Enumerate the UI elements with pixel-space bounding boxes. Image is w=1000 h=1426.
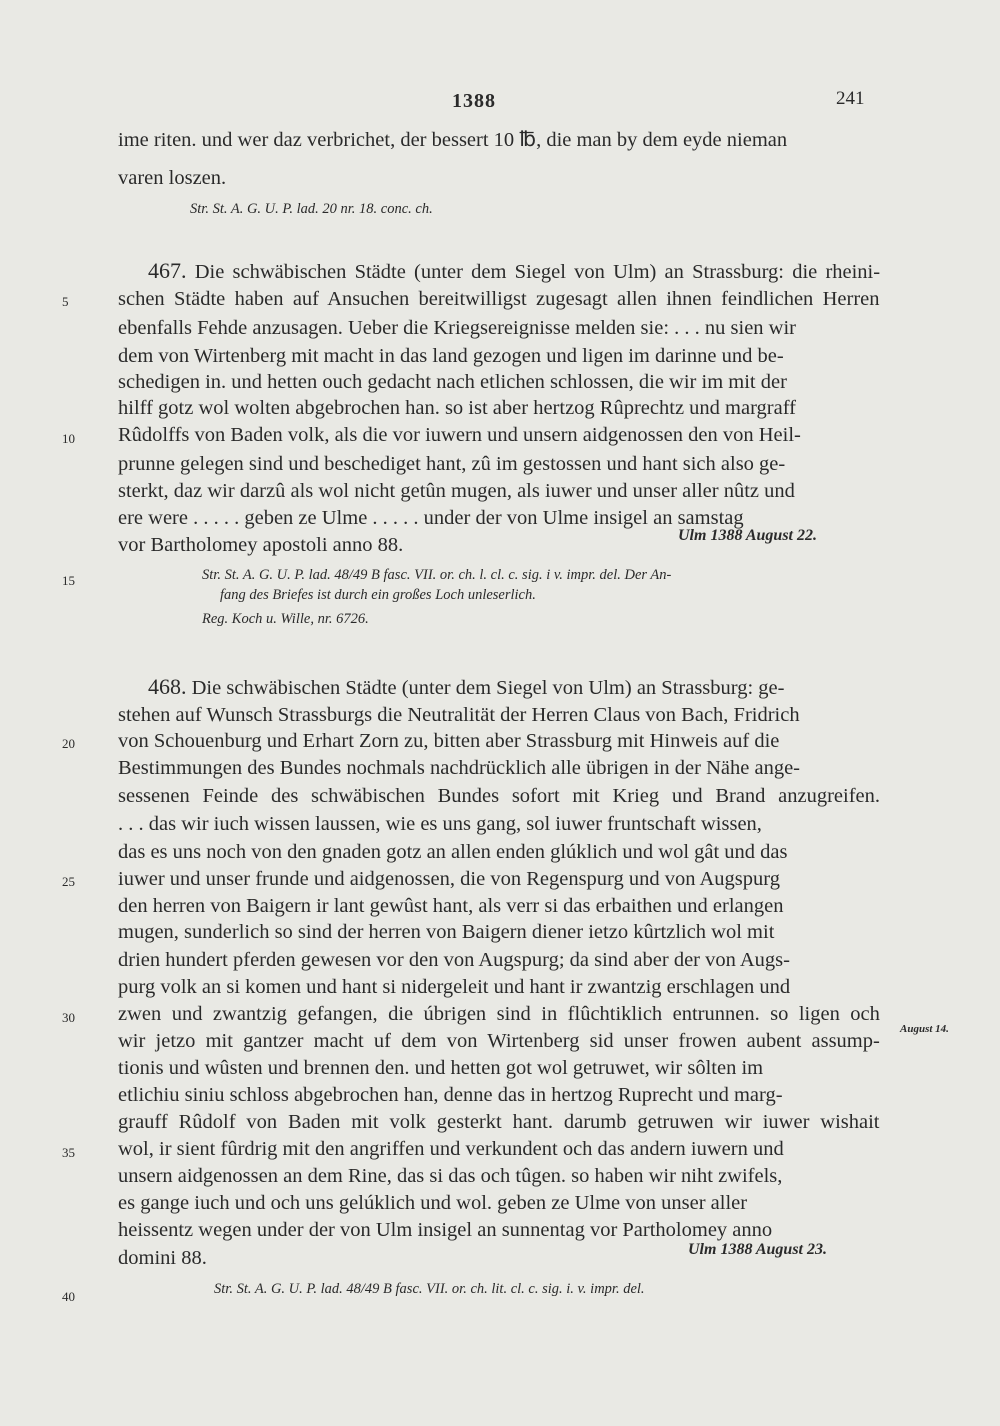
line-number: 15 — [62, 573, 75, 588]
margin-date-note: August 14. — [900, 1023, 949, 1035]
text-line: den herren von Baigern ir lant gewûst hant, als verr si das erbaithen und erlangen — [118, 895, 784, 917]
text-line: unsern aidgenossen an dem Rine, das si das och tûgen. so haben wir niht zwifels, — [118, 1165, 783, 1187]
entry-467-first-line: 467. Die schwäbischen Städte (unter dem Siegel von Ulm) an Strassburg: die rheini- — [148, 258, 881, 283]
text-line: wol, ir sient fûrdrig mit den angriffen und verkundent och das andern iuwern und — [118, 1138, 784, 1160]
text-line: ime riten. und wer daz verbrichet, der bessert 10 ℔, die man by dem eyde nieman — [118, 129, 788, 151]
text-line: grauff Rûdolf von Baden mit volk gesterkt hant. darumb getruwen wir iuwer wishait — [118, 1111, 880, 1133]
text-line: hilff gotz wol wolten abgebrochen han. so ist aber hertzog Rûprechtz und margraff — [118, 397, 797, 419]
text-line: etlichiu siniu schloss abgebrochen han, denne das in hertzog Ruprecht und marg- — [118, 1084, 783, 1106]
page-number: 241 — [836, 88, 865, 109]
entry-number: 468. — [148, 674, 187, 699]
line-number: 20 — [62, 736, 75, 751]
text-line: dem von Wirtenberg mit macht in das land gezogen und ligen im darinne und be- — [118, 345, 784, 367]
line-number: 40 — [62, 1289, 75, 1304]
source-note: fang des Briefes ist durch ein großes Loch unleserlich. — [220, 587, 536, 603]
text-line: . . . das wir iuch wissen laussen, wie es uns gang, sol iuwer fruntschaft wissen, — [118, 813, 762, 835]
entry-date: Ulm 1388 August 23. — [688, 1241, 827, 1258]
source-note: Str. St. A. G. U. P. lad. 20 nr. 18. conc. ch. — [190, 201, 433, 217]
text-line: ebenfalls Fehde anzusagen. Ueber die Kriegsereignisse melden sie: . . . nu sien wir — [118, 317, 796, 339]
text-line: mugen, sunderlich so sind der herren von Baigern diener ietzo kûrtzlich wol mit — [118, 921, 775, 943]
text-line: sterkt, daz wir darzû als wol nicht getûn mugen, als iuwer und unser aller nûtz und — [118, 480, 795, 502]
text-line: wir jetzo mit gantzer macht uf dem von Wirtenberg sid unser frowen aubent assump- — [118, 1030, 880, 1052]
line-number: 35 — [62, 1145, 75, 1160]
text-line: prunne gelegen sind und beschediget hant, zû im gestossen und hant sich also ge- — [118, 453, 786, 475]
running-header-year: 1388 — [452, 90, 496, 112]
text-line: ere were . . . . . geben ze Ulme . . . . . under der von Ulme insigel an samstag — [118, 507, 744, 529]
text-line: varen loszen. — [118, 167, 227, 189]
source-note: Str. St. A. G. U. P. lad. 48/49 B fasc. VII. or. ch. lit. cl. c. sig. i. v. impr. del. — [214, 1281, 645, 1297]
source-note: Str. St. A. G. U. P. lad. 48/49 B fasc. VII. or. ch. l. cl. c. sig. i v. impr. del. Der An- — [202, 567, 672, 583]
text-line: Rûdolffs von Baden volk, als die vor iuwern und unsern aidgenossen den von Heil- — [118, 424, 801, 446]
text-line: iuwer und unser frunde und aidgenossen, die von Regenspurg und von Augspurg — [118, 868, 780, 890]
entry-468-first-line: 468. Die schwäbischen Städte (unter dem Siegel von Ulm) an Strassburg: ge- — [148, 674, 785, 699]
text-line: sessenen Feinde des schwäbischen Bundes sofort mit Krieg und Brand anzugreifen. — [118, 785, 881, 807]
line-number: 10 — [62, 431, 75, 446]
text-line: zwen und zwantzig gefangen, die úbrigen sind in flûchtiklich entrunnen. so ligen och — [118, 1003, 880, 1025]
text-line: domini 88. — [118, 1247, 207, 1269]
text-line: stehen auf Wunsch Strassburgs die Neutralität der Herren Claus von Bach, Fridrich — [118, 704, 800, 726]
text-line: heissentz wegen under der von Ulm insigel an sunnentag vor Partholomey anno — [118, 1219, 773, 1241]
line-number: 25 — [62, 874, 75, 889]
text-line: drien hundert pferden gewesen vor den von Augspurg; da sind aber der von Augs- — [118, 949, 790, 971]
text-line: von Schouenburg und Erhart Zorn zu, bitten aber Strassburg mit Hinweis auf die — [118, 730, 780, 752]
text-line: es gange iuch und och uns gelúklich und wol. geben ze Ulme von unser aller — [118, 1192, 748, 1214]
text-line: vor Bartholomey apostoli anno 88. — [118, 534, 404, 556]
entry-number: 467. — [148, 258, 187, 283]
text-line: tionis und wûsten und brennen den. und hetten got wol getruwet, wir sôlten im — [118, 1057, 764, 1079]
entry-date: Ulm 1388 August 22. — [678, 527, 817, 544]
text-line: schedigen in. und hetten ouch gedacht nach etlichen schlossen, die wir im mit der — [118, 371, 787, 393]
text-line: Bestimmungen des Bundes nochmals nachdrücklich alle übrigen in der Nähe ange- — [118, 757, 800, 779]
text-line: schen Städte haben auf Ansuchen bereitwilligst zugesagt allen ihnen feindlichen Herren — [118, 288, 880, 310]
text-line: purg volk an si komen und hant si nidergeleit und hant ir zwantzig erschlagen und — [118, 976, 791, 998]
line-number: 30 — [62, 1010, 75, 1025]
source-note: Reg. Koch u. Wille, nr. 6726. — [202, 611, 369, 627]
text-line: das es uns noch von den gnaden gotz an allen enden glúklich und wol gât und das — [118, 841, 788, 863]
line-number: 5 — [62, 294, 69, 309]
